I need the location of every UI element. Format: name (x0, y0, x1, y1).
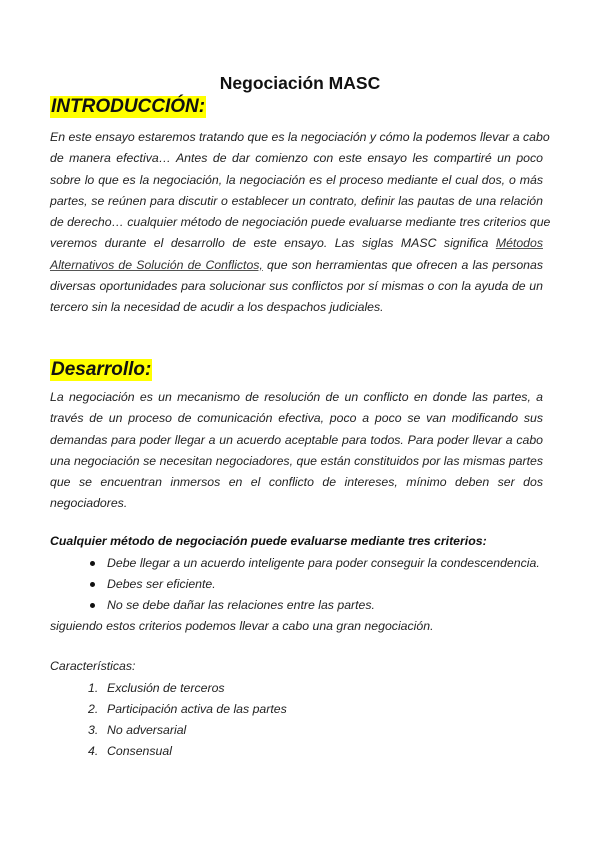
caracteristicas-list (50, 678, 287, 762)
criteria-heading: Cualquier método de negociación puede evaluarse mediante tres criterios: (50, 534, 487, 548)
masc-link-part1[interactable]: Métodos (495, 236, 543, 251)
desarrollo-line: que se encuentran inmersos en el conflicto de intereses, mínimo deben ser dos (50, 475, 543, 490)
intro-line: diversas oportunidades para solucionar sus conflictos por sí mismas o con la ayuda de un (50, 279, 543, 294)
intro-line: partes, se reúnen para discutir o establecer un contrato, definir las pautas de una relación (50, 193, 543, 208)
bullet-icon (90, 603, 95, 608)
bullet-icon (90, 561, 95, 566)
criteria-item-text: Debe llegar a un acuerdo inteligente para poder conseguir la condescendencia. (107, 556, 540, 570)
list-item (50, 574, 540, 595)
list-item (50, 595, 540, 616)
desarrollo-heading: Desarrollo: (51, 359, 152, 380)
desarrollo-line: demandas para poder llegar a un acuerdo aceptable para todos. Para poder llevar a cabo (50, 432, 543, 447)
criteria-item-text: Debes ser eficiente. (107, 577, 216, 591)
intro-line: En este ensayo estaremos tratando que es la negociación y cómo la podemos llevar a cabo (50, 130, 550, 144)
criteria-conclusion: siguiendo estos criterios podemos llevar a cabo una gran negociación. (50, 619, 434, 633)
intro-line: de manera efectiva… Antes de dar comienzo con este ensayo les compartiré un poco (50, 151, 543, 166)
masc-link-part2[interactable]: Alternativos de Solución de Conflictos, (50, 257, 263, 272)
intro-line-text: que son herramientas que ofrecen a las personas (262, 257, 543, 272)
intro-line (50, 255, 543, 276)
list-number: 4. (88, 744, 99, 758)
intro-heading: INTRODUCCIÓN: (51, 96, 206, 117)
desarrollo-line: La negociación es un mecanismo de resolución de un conflicto en donde las partes, a (50, 390, 543, 404)
criteria-list (50, 553, 540, 616)
desarrollo-line: una negociación se necesitan negociadores, que están constituidos por las mismas partes (50, 453, 543, 468)
intro-line: sobre lo que es la negociación, la negociación es el proceso mediante el cual dos, o más (50, 172, 543, 187)
list-item (50, 553, 540, 574)
caracteristica-text: Consensual (107, 744, 172, 758)
intro-line: tercero sin la necesidad de acudir a los despachos judiciales. (50, 300, 384, 315)
intro-line (50, 233, 543, 254)
intro-line: de derecho… cualquier método de negociación puede evaluarse mediante tres criterios que (50, 215, 551, 230)
intro-paragraph (50, 127, 551, 319)
intro-line-text: veremos durante el desarrollo de este ensayo. Las siglas MASC significa (50, 236, 496, 251)
criteria-item-text: No se debe dañar las relaciones entre las partes. (107, 598, 375, 612)
list-item (50, 699, 287, 720)
caracteristica-text: Participación activa de las partes (107, 702, 287, 716)
desarrollo-paragraph (50, 387, 543, 515)
list-number: 1. (88, 681, 99, 695)
caracteristica-text: Exclusión de terceros (107, 681, 225, 695)
caracteristicas-label: Características: (50, 659, 136, 673)
bullet-icon (90, 582, 95, 587)
list-item (50, 741, 287, 762)
list-item (50, 678, 287, 699)
desarrollo-line: negociadores. (50, 496, 128, 511)
list-number: 2. (88, 702, 99, 716)
desarrollo-line: través de un proceso de comunicación efectiva, poco a poco se van modificando sus (50, 411, 543, 426)
caracteristica-text: No adversarial (107, 723, 187, 737)
list-number: 3. (88, 723, 99, 737)
list-item (50, 720, 287, 741)
document-title: Negociación MASC (219, 73, 381, 93)
